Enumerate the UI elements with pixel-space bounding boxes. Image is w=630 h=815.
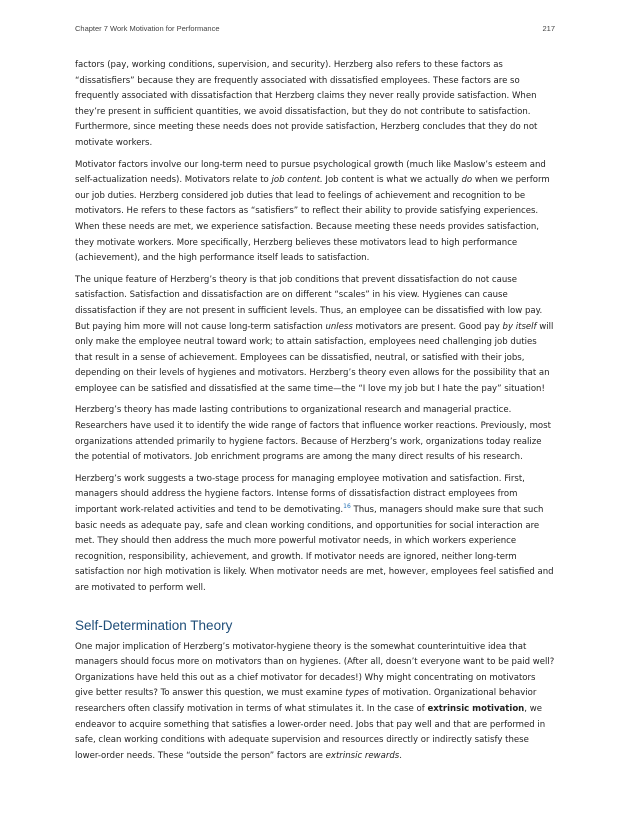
paragraph-text: . xyxy=(399,750,402,761)
paragraph-text: One major implication of Herzberg’s motivator-hygiene theory is the somewhat counterintuitive idea that managers should focus more on motivators than on hygienes. (After all, doesn’t everyone want to be paid well? Organizations have held this out as a chief motivator for decades!) Why might concentrating on motivators give better results? To answer this question, we must examine xyxy=(75,641,555,699)
page-header xyxy=(75,24,555,36)
body-paragraph xyxy=(75,403,556,465)
emphasis-text: types xyxy=(345,688,369,699)
footnote-ref[interactable]: 16 xyxy=(343,503,351,511)
body-paragraph xyxy=(75,58,556,152)
paragraph-text: Herzberg’s theory has made lasting contributions to organizational research and managerial practice. Researchers have used it to identify the wide range of factors that influence worker reactions. Previously, most organizations attended primarily to hygiene factors. Because of Herzberg’s work, organizations today realize the potential of motivators. Job enrichment programs are among the many direct results of his research. xyxy=(75,405,551,463)
body-paragraph xyxy=(75,158,556,267)
emphasis-text: extrinsic rewards xyxy=(325,750,400,761)
body-paragraph xyxy=(75,472,556,597)
emphasis-text: do xyxy=(461,175,473,186)
paragraph-text: motivators are present. Good pay xyxy=(352,321,503,332)
emphasis-text: unless xyxy=(325,321,353,332)
paragraph-text: The unique feature of Herzberg’s theory is that job conditions that prevent dissatisfaction do not cause satisfaction. Satisfaction and dissatisfaction are on different “scales” in his view. Hygienes can cause dissatisfaction if they are not present in sufficient levels. Thus, an employee can be dissatisfied with low pay. But paying him more will not cause long-term satisfaction xyxy=(75,274,543,332)
paragraph-text: , we endeavor to acquire something that satisfies a lower-order need. Jobs that pay well and that are performed in safe, clean working conditions with adequate supervision and resources directly or indirectly satisfy these lower-order needs. These “outside the person” factors are xyxy=(75,703,546,761)
paragraph-text: when we perform our job duties. Herzberg considered job duties that lead to feelings of achievement and recognition to be motivators. He refers to these factors as “satisfiers” to reflect their ability to provide satisfying experiences. When these needs are met, we experience satisfaction. Because meeting these needs provides satisfaction, they motivate workers. More specifically, Herzberg believes these motivators lead to high performance (achievement), and the high performance itself leads to satisfaction. xyxy=(75,175,550,264)
emphasis-text: by itself xyxy=(502,321,537,332)
emphasis-text: job content. xyxy=(271,175,323,186)
paragraph-text: Job content is what we actually xyxy=(322,175,462,186)
section-heading: Self-Determination Theory xyxy=(75,617,233,633)
page-number: 217 xyxy=(542,24,555,33)
paragraph-text: Thus, managers should make sure that such basic needs as adequate pay, safe and clean working conditions, and opportunities for social interaction are met. They should then address the much more powerful motivator needs, in which workers experience recognition, responsibility, achievement, and growth. If motivator needs are ignored, neither long-term satisfaction nor high motivation is likely. When motivator needs are met, however, employees feel satisfied and are motivated to perform well. xyxy=(75,505,554,593)
paragraph-text: Motivator factors involve our long-term need to pursue psychological growth (much like Maslow’s esteem and self-actualization needs). Motivators relate to xyxy=(75,159,546,186)
page-body xyxy=(75,58,556,770)
paragraph-text: Herzberg’s work suggests a two-stage process for managing employee motivation and satisfaction. First, managers should address the hygiene factors. Intense forms of dissatisfaction distract employees from important work-related activities and tend to be demotivating. xyxy=(75,473,525,516)
paragraph-text: factors (pay, working conditions, supervision, and security). Herzberg also refers to these factors as “dissatisfiers” because they are frequently associated with dissatisfied employees. These factors are so frequently associated with dissatisfaction that Herzberg claims they never really provide satisfaction. When they’re present in sufficient quantities, we avoid dissatisfaction, but they do not contribute to satisfaction. Furthermore, since meeting these needs does not provide satisfaction, Herzberg concludes that they do not motivate workers. xyxy=(75,60,538,148)
paragraph-text: will only make the employee neutral toward work; to attain satisfaction, employees need challenging job duties that result in a sense of achievement. Employees can be dissatisfied, neutral, or satisfied with their jobs, depending on their levels of hygienes and motivators. Herzberg’s theory even allows for the possibility that an employee can be satisfied and dissatisfied at the same time—the “I love my job but I hate the pay” situation! xyxy=(75,321,554,394)
body-paragraph xyxy=(75,273,556,398)
chapter-title: Chapter 7 Work Motivation for Performance xyxy=(75,24,220,33)
body-paragraph xyxy=(75,640,556,765)
key-term: extrinsic motivation xyxy=(427,703,525,714)
paragraph-text: of motivation. Organizational behavior researchers often classify motivation in terms of what stimulates it. In the case of xyxy=(75,688,537,714)
